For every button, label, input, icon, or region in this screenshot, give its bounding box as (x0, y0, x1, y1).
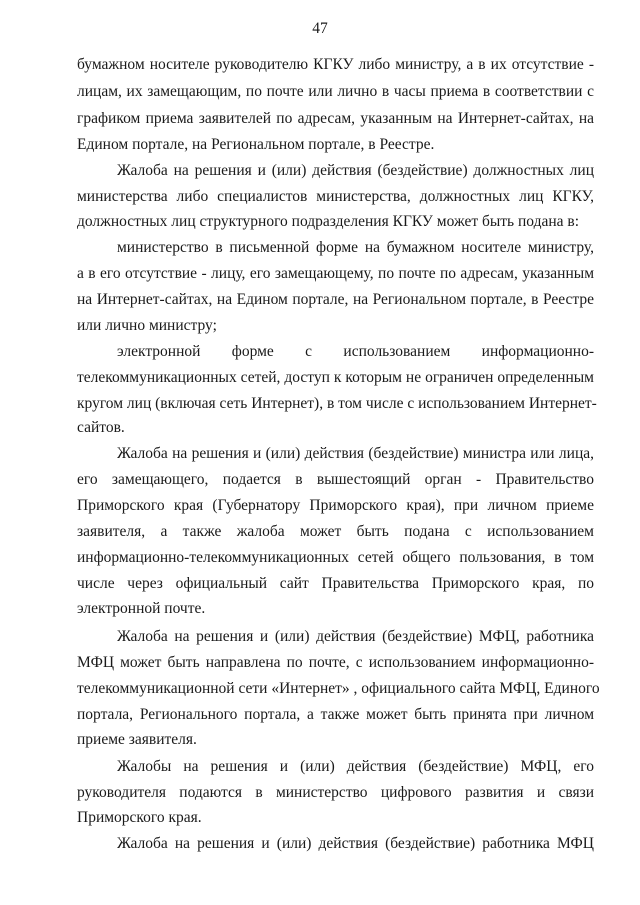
text-line: телекоммуникационной сети «Интернет» , официального сайта МФЦ, Единого (77, 680, 600, 697)
text-line: руководителя подаются в министерство цифрового развития и связи (77, 784, 594, 801)
text-line: информационно-телекоммуникационных сетей общего пользования, в том (77, 549, 594, 566)
text-line: телекоммуникационных сетей, доступ к которым не ограничен определенным (77, 369, 594, 386)
text-line: его замещающего, подается в вышестоящий орган - Правительство (77, 471, 594, 488)
text-line: графиком приема заявителей по адресам, указанным на Интернет-сайтах, на (77, 110, 594, 127)
text-line: МФЦ может быть направлена по почте, с использованием информационно- (77, 654, 594, 671)
text-line: Жалобы на решения и (или) действия (бездействие) МФЦ, его (117, 758, 594, 775)
text-line: электронной форме с использованием информационно- (117, 343, 594, 360)
text-line: Жалоба на решения и (или) действия (бездействие) должностных лиц (117, 162, 594, 179)
text-line: Приморского края. (77, 809, 202, 826)
text-line: заявителя, а также жалоба может быть подана с использованием (77, 523, 594, 540)
text-line: электронной почте. (77, 600, 206, 617)
text-line: кругом лиц (включая сеть Интернет), в том числе с использованием Интернет- (77, 395, 597, 412)
text-line: Жалоба на решения и (или) действия (бездействие) министра или лица, (117, 445, 594, 462)
text-line: портала, Регионального портала, а также может быть принята при личном (77, 706, 594, 723)
text-line: приеме заявителя. (77, 731, 197, 748)
text-line: Жалоба на решения и (или) действия (бездействие) МФЦ, работника (117, 628, 594, 645)
text-line: бумажном носителе руководителю КГКУ либо министру, а в их отсутствие - (77, 56, 594, 73)
text-line: Едином портале, на Региональном портале, в Реестре. (77, 136, 435, 153)
text-line: лицам, их замещающим, по почте или лично в часы приема в соответствии с (77, 83, 594, 100)
text-line: Жалоба на решения и (или) действия (бездействие) работника МФЦ (117, 835, 594, 852)
text-line: министерство в письменной форме на бумажном носителе министру, (117, 239, 594, 256)
text-line: сайтов. (77, 419, 125, 436)
text-line: а в его отсутствие - лицу, его замещающему, по почте по адресам, указанным (77, 265, 594, 282)
text-line: Приморского края (Губернатору Приморского края), при личном приеме (77, 497, 594, 514)
text-line: или лично министру; (77, 317, 217, 334)
text-line: на Интернет-сайтах, на Едином портале, на Региональном портале, в Реестре (77, 291, 594, 308)
page-number: 47 (312, 20, 328, 37)
text-line: министерства либо специалистов министерства, должностных лиц КГКУ, (77, 188, 594, 205)
text-line: должностных лиц структурного подразделения КГКУ может быть подана в: (77, 213, 580, 230)
text-line: числе через официальный сайт Правительства Приморского края, по (77, 575, 594, 592)
